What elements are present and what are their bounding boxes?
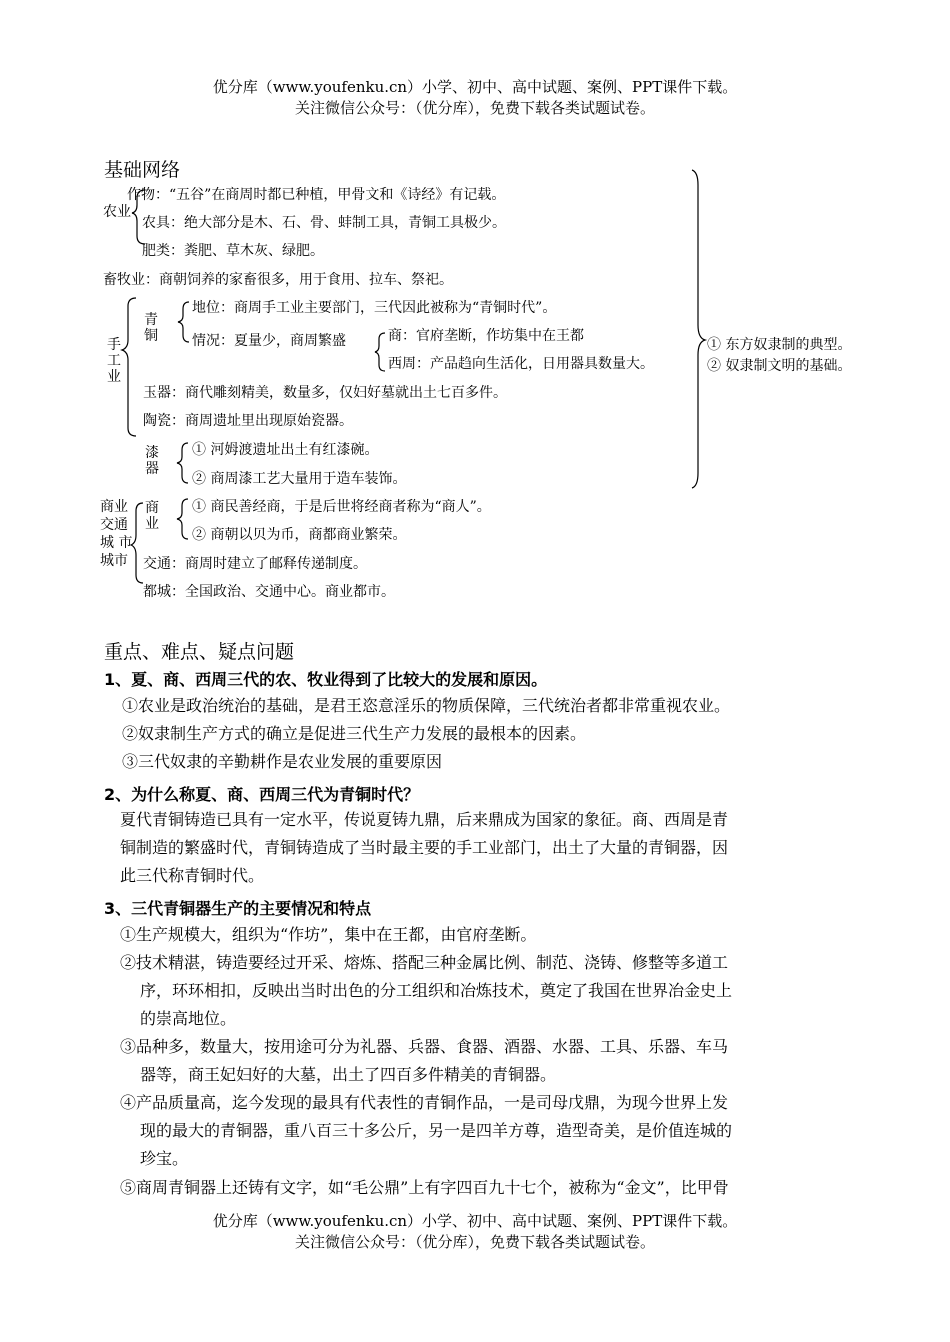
question-3-point-1: ①生产规模大，组织为“作坊”，集中在王都，由官府垄断。 xyxy=(120,925,537,944)
jade-line: 玉器：商代雕刻精美，数量多，仅妇好墓就出土七百多件。 xyxy=(143,385,507,401)
situation-brace xyxy=(375,333,385,371)
commerce-label-2: 交通 xyxy=(100,517,128,533)
network-title: 基础网络 xyxy=(104,159,181,181)
header-line-2: 关注微信公众号：（优分库），免费下载各类试题试卷。 xyxy=(294,99,655,117)
footer-line-2: 关注微信公众号：（优分库），免费下载各类试题试卷。 xyxy=(294,1233,655,1251)
question-2-line-3: 此三代称青铜时代。 xyxy=(120,866,265,885)
question-3-point-4b: 现的最大的青铜器，重八百三十多公斤，另一是四羊方尊，造型奇美，是价值连城的 xyxy=(140,1121,733,1140)
summary-item-2: ② 奴隶制文明的基础。 xyxy=(707,358,852,374)
key-points-title: 重点、难点、疑点问题 xyxy=(104,641,295,663)
commerce-label-4: 城市 xyxy=(100,553,128,569)
handicraft-brace xyxy=(122,298,136,436)
header-line-1: 优分库（www.youfenku.cn）小学、初中、高中试题、案例、PPT课件下载。 xyxy=(212,78,738,96)
capital-line: 都城：全国政治、交通中心。商业都市。 xyxy=(143,584,395,600)
question-3-point-2c: 的崇高地位。 xyxy=(140,1009,237,1028)
lacquer-item-1: ① 河姆渡遗址出土有红漆碗。 xyxy=(192,442,379,458)
agriculture-fertilizer: 肥类：粪肥、草木灰、绿肥。 xyxy=(142,243,324,259)
agriculture-label: 农业 xyxy=(103,204,131,220)
commerce-label-1: 商业 xyxy=(100,499,128,515)
question-1-answer-1: ①农业是政治统治的基础，是君王恣意淫乐的物质保障，三代统治者都非常重视农业。 xyxy=(122,696,731,715)
commerce-item-1: ① 商民善经商，于是后世将经商者称为“商人”。 xyxy=(192,499,491,515)
agriculture-crops: 作物：“五谷”在商周时都已种植，甲骨文和《诗经》有记载。 xyxy=(127,187,506,203)
question-3-point-2b: 序，环环相扣，反映出当时出色的分工组织和冶炼技术，奠定了我国在世界冶金史上 xyxy=(140,981,733,1000)
bronze-brace xyxy=(178,302,189,342)
bronze-status: 地位：商周手工业主要部门，三代因此被称为“青铜时代”。 xyxy=(192,300,557,316)
question-2-title: 2、为什么称夏、商、西周三代为青铜时代？ xyxy=(104,785,420,804)
commerce-sub-brace xyxy=(177,499,188,539)
bronze-shang: 商：官府垄断，作坊集中在王都 xyxy=(388,328,584,344)
lacquer-item-2: ② 商周漆工艺大量用于造车装饰。 xyxy=(192,471,407,487)
handicraft-label: 手工业 xyxy=(107,337,121,385)
commerce-item-2: ② 商朝以贝为币，商都商业繁荣。 xyxy=(192,527,407,543)
question-1-title: 1、夏、商、西周三代的农、牧业得到了比较大的发展和原因。 xyxy=(104,670,548,689)
question-3-title: 3、三代青铜器生产的主要情况和特点 xyxy=(104,899,372,918)
question-2-line-2: 铜制造的繁盛时代，青铜铸造成了当时最主要的手工业部门，出土了大量的青铜器，因 xyxy=(120,838,729,857)
commerce-label-3: 城 市 xyxy=(100,535,133,551)
summary-brace xyxy=(692,170,705,488)
commerce-sub-label: 商业 xyxy=(145,500,159,530)
summary-item-1: ① 东方奴隶制的典型。 xyxy=(707,337,852,353)
commerce-brace xyxy=(131,503,143,583)
transport-line: 交通：商周时建立了邮释传递制度。 xyxy=(143,556,367,572)
question-3-point-2a: ②技术精湛，铸造要经过开采、熔炼、搭配三种金属比例、制范、浇铸、修整等多道工 xyxy=(120,953,729,972)
question-2-line-1: 夏代青铜铸造已具有一定水平，传说夏铸九鼎，后来鼎成为国家的象征。商、西周是青 xyxy=(120,810,729,829)
question-3-point-4c: 珍宝。 xyxy=(140,1149,189,1168)
footer-line-1: 优分库（www.youfenku.cn）小学、初中、高中试题、案例、PPT课件下载。 xyxy=(212,1212,738,1230)
question-3-point-4a: ④产品质量高，迄今发现的最具有代表性的青铜作品，一是司母戊鼎，为现今世界上发 xyxy=(120,1093,729,1112)
question-1-answer-3: ③三代奴隶的辛勤耕作是农业发展的重要原因 xyxy=(122,752,443,771)
bronze-label: 青铜 xyxy=(144,312,158,342)
lacquer-brace xyxy=(177,443,188,483)
question-1-answer-2: ②奴隶制生产方式的确立是促进三代生产力发展的最根本的因素。 xyxy=(122,724,587,743)
bronze-situation: 情况：夏量少，商周繁盛 xyxy=(192,333,346,349)
agriculture-tools: 农具：绝大部分是木、石、骨、蚌制工具，青铜工具极少。 xyxy=(142,215,506,231)
pottery-line: 陶瓷：商周遗址里出现原始瓷器。 xyxy=(143,413,353,429)
question-3-point-3a: ③品种多，数量大，按用途可分为礼器、兵器、食器、酒器、水器、工具、乐器、车马 xyxy=(120,1037,729,1056)
question-3-point-3b: 器等，商王妃妇好的大墓，出土了四百多件精美的青铜器。 xyxy=(140,1065,557,1084)
lacquer-label: 漆器 xyxy=(145,445,159,475)
question-3-point-5a: ⑤商周青铜器上还铸有文字，如“毛公鼎”上有字四百九十七个，被称为“金文”，比甲骨 xyxy=(120,1178,729,1197)
husbandry-line: 畜牧业：商朝饲养的家畜很多，用于食用、拉车、祭祀。 xyxy=(103,272,453,288)
bronze-western-zhou: 西周：产品趋向生活化，日用器具数量大。 xyxy=(388,356,654,372)
